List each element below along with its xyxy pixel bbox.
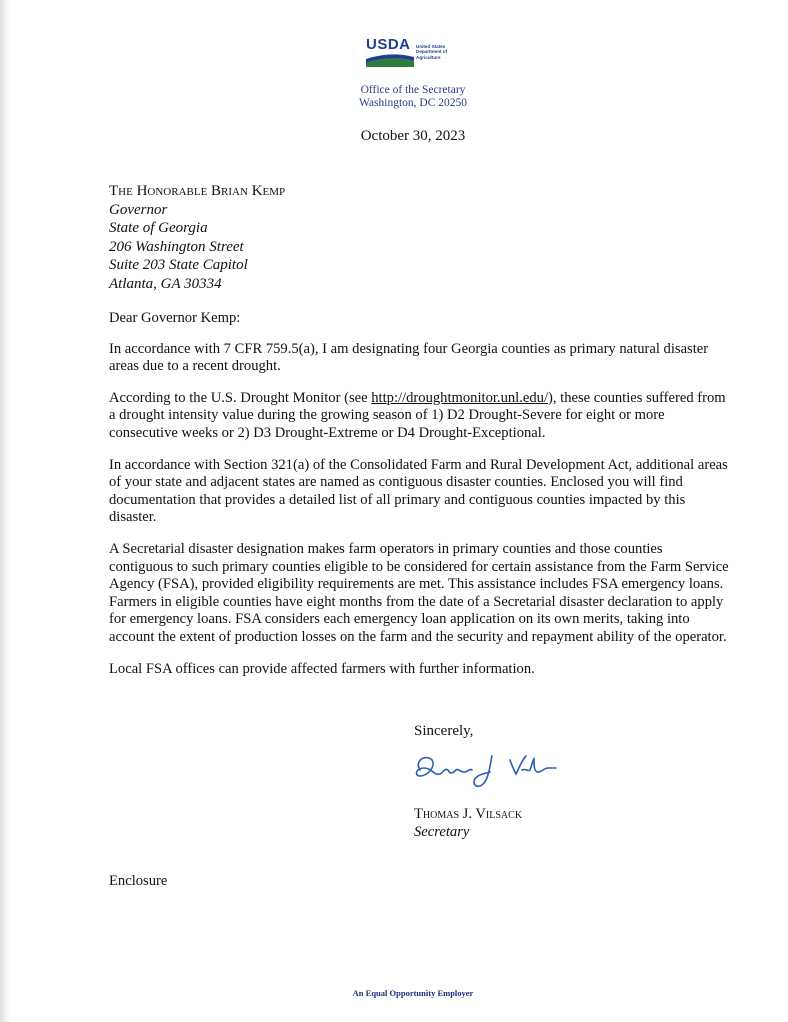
recipient-street: 206 Washington Street [109, 238, 244, 255]
salutation: Dear Governor Kemp: [109, 310, 241, 326]
paragraph-2 [109, 390, 729, 443]
recipient-suite: Suite 203 State Capitol [109, 257, 248, 273]
recipient-address [109, 182, 285, 293]
recipient-city: Atlanta, GA 30334 [109, 275, 222, 292]
paragraph-5: Local FSA offices can provide affected farmers with further information. [109, 660, 535, 677]
office-city: Washington, DC 20250 [358, 97, 467, 109]
signer-title: Secretary [414, 824, 470, 840]
paragraph-3: In accordance with Section 321(a) of the Consolidated Farm and Rural Development Act, additional areas of your state and adjacent states are named as contiguous disaster counties. Enclosed you will find documentation that provides a detailed list of all primary and contiguous counties impacted by this disaster. [109, 456, 728, 526]
recipient-state: State of Georgia [109, 220, 208, 236]
footer-eoe: An Equal Opportunity Employer [352, 988, 474, 998]
paragraph-2-start: According to the U.S. Drought Monitor (see [109, 389, 372, 406]
office-address [300, 84, 526, 110]
signer-name: Thomas J. Vilsack [414, 806, 523, 822]
usda-department-text: United States Department of Agriculture [416, 44, 448, 60]
letter-date: October 30, 2023 [360, 128, 466, 144]
paragraph-1: In accordance with 7 CFR 759.5(a), I am designating four Georgia counties as primary natural disaster areas due to a recent drought. [109, 340, 709, 375]
handwritten-signature [410, 746, 560, 792]
drought-monitor-link[interactable]: http://droughtmonitor.unl.edu/ [371, 389, 548, 406]
enclosure-note: Enclosure [109, 873, 168, 889]
letter-body [109, 310, 729, 692]
closing: Sincerely, [414, 723, 474, 739]
signer-block [414, 805, 522, 841]
paragraph-2-end: ), these counties suffered from a drought intensity value during the growing season of 1) D2 Drought-Severe for eight or more consecutive weeks or 2) D3 Drought-Extreme or D4 Drought-Exceptional. [109, 389, 726, 441]
recipient-name: The Honorable Brian Kemp [109, 183, 286, 199]
usda-logo-field-icon [366, 53, 414, 67]
usda-logo [366, 36, 466, 68]
office-name: Office of the Secretary [360, 84, 466, 96]
usda-wordmark: USDA [366, 36, 411, 53]
paragraph-4: A Secretarial disaster designation makes farm operators in primary counties and those counties contiguous to such primary counties eligible to be considered for certain assistance from the Farm Service Agency (FSA), provided eligibility requirements are met. This assistance includes FSA emergency loans. Farmers in eligible counties have eight months from the date of a Secretarial disaster declaration to apply for emergency loans. FSA considers each emergency loan application on its own merits, taking into account the extent of production losses on the farm and the security and repayment ability of the operator. [109, 540, 729, 645]
recipient-title: Governor [109, 201, 168, 218]
